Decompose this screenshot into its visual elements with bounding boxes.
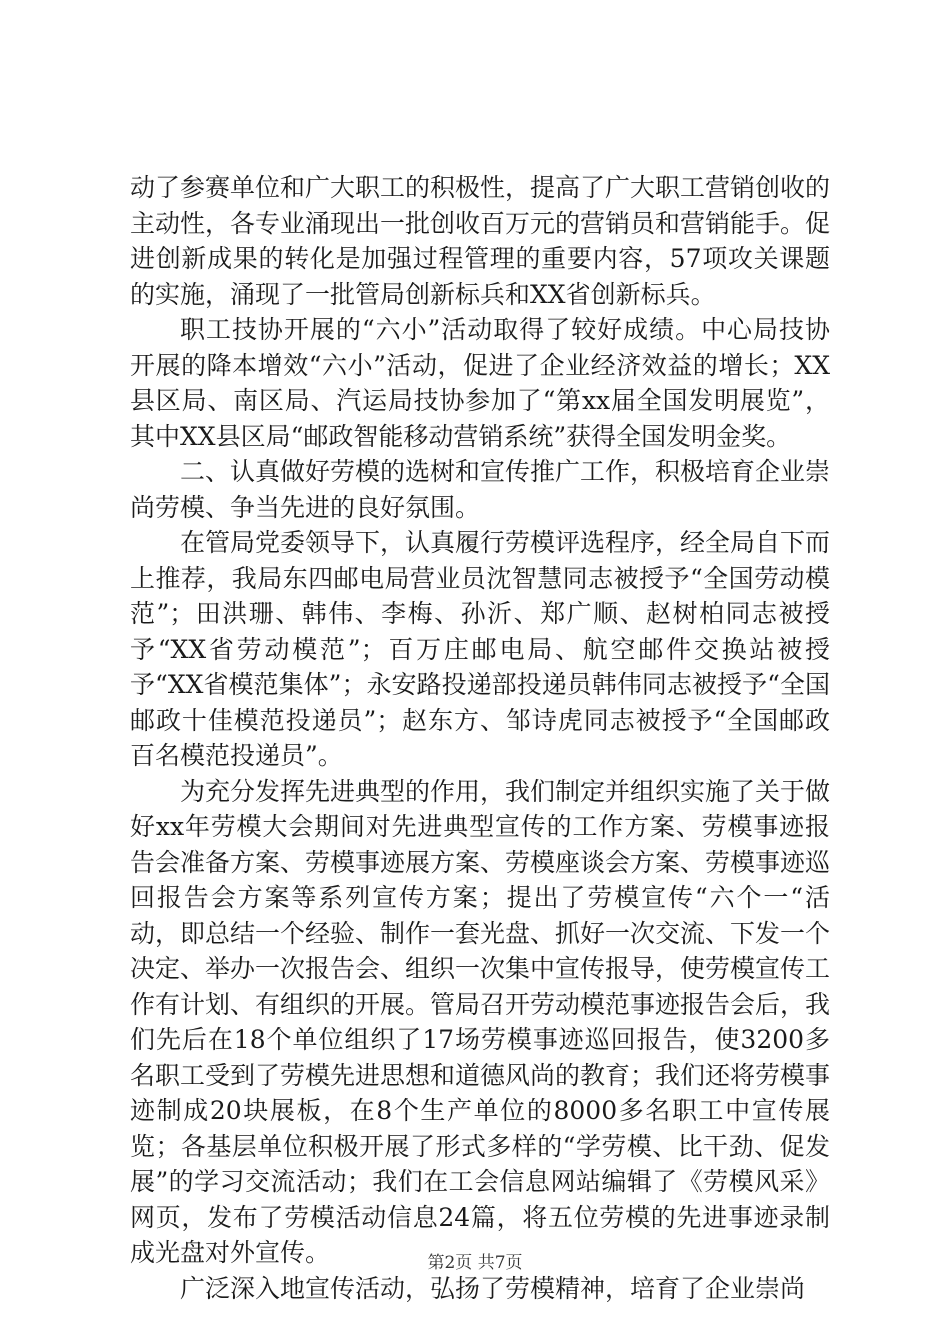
page-number-footer: 第2页 共7页 [427,1253,523,1273]
paragraph-continuation: 动了参赛单位和广大职工的积极性，提高了广大职工营销创收的主动性，各专业涌现出一批创收百万元的营销员和营销能手。促进创新成果的转化是加强过程管理的重要内容，57项攻关课题的实施，涌现了一批管局创新标兵和XX省创新标兵。 [130,173,831,309]
document-body [130,170,830,1306]
paragraph-promotion-effect: 广泛深入地宣传活动，弘扬了劳模精神，培育了企业崇尚 [180,1273,806,1303]
paragraph-skills-activity: 职工技协开展的“六小”活动取得了较好成绩。中心局技协开展的降本增效“六小”活动，促进了企业经济效益的增长；XX县区局、南区局、汽运局技协参加了“第xx届全国发明展览”，其中XX县区局“邮政智能移动营销系统”获得全国发明金奖。 [130,315,830,451]
section-heading-two: 二、认真做好劳模的选树和宣传推广工作，积极培育企业崇尚劳模、争当先进的良好氛围。 [130,457,831,522]
paragraph-model-promotion: 为充分发挥先进典型的作用，我们制定并组织实施了关于做好xx年劳模大会期间对先进典型宣传的工作方案、劳模事迹报告会准备方案、劳模事迹展方案、劳模座谈会方案、劳模事迹巡回报告会方案等系列宣传方案；提出了劳模宣传“六个一“活动，即总结一个经验、制作一套光盘、抓好一次交流、下发一个决定、举办一次报告会、组织一次集中宣传报导，使劳模宣传工作有计划、有组织的开展。管局召开劳动模范事迹报告会后，我们先后在18个单位组织了17场劳模事迹巡回报告，使3200多名职工受到了劳模先进思想和道德风尚的教育；我们还将劳模事迹制成20块展板，在8个生产单位的8000多名职工中宣传展览；各基层单位积极开展了形式多样的“学劳模、比干劲、促发展”的学习交流活动；我们在工会信息网站编辑了《劳模风采》网页，发布了劳模活动信息24篇，将五位劳模的先进事迹录制成光盘对外宣传。 [130,776,831,1267]
paragraph-model-selection: 在管局党委领导下，认真履行劳模评选程序，经全局自下而上推荐，我局东四邮电局营业员沈智慧同志被授予“全国劳动模范”；田洪珊、韩伟、李梅、孙沂、郑广顺、赵树柏同志被授予“XX省劳动模范”；百万庄邮电局、航空邮件交换站被授予“XX省模范集体”；永安路投递部投递员韩伟同志被授予“全国邮政十佳模范投递员”；赵东方、邹诗虎同志被授予“全国邮政百名模范投递员”。 [130,528,831,770]
